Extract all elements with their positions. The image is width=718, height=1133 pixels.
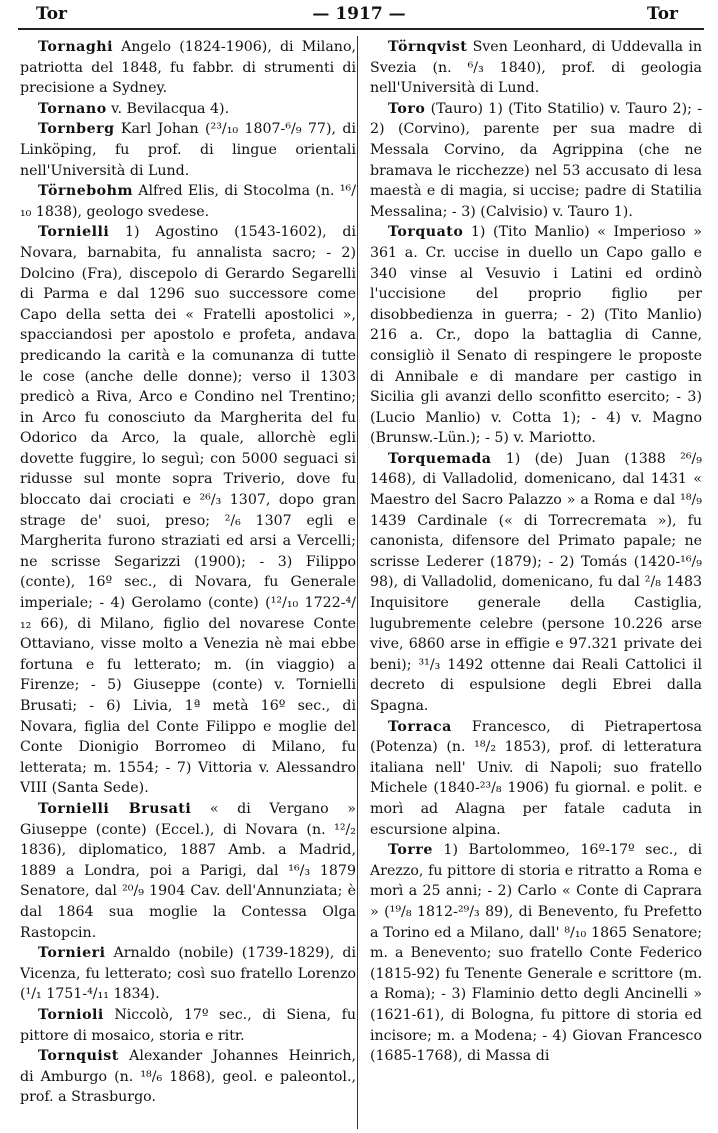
entry-text: 1) Bartolommeo, 16º-17º sec., di Arezzo, fu pittore di storia e ritratto a Roma e morì a 25 anni; - 2) Carlo « Conte di Caprara » (¹⁹/₈ 1812-²⁹/₃ 89), di Benevento, fu Prefetto a Torino ed a Milano, dall' ⁸/₁₀ 1865 Senatore; m. a Benevento; suo fratello Conte Federico (1815-92) fu Tenente Generale e scrittore (m. a Roma); - 3) Flaminio detto degli Ancinelli » (1621-61), di Bologna, fu pittore di storia ed incisore; m. a Modena; - 4) Giovan Francesco (1685-1768), di Massa di <box>370 842 702 1065</box>
entry-text: Sven Leonhard, di Uddevalla in Svezia (n. ⁶/₃ 1840), prof. di geologia nell'Università di Lund. <box>370 39 702 97</box>
header-rule <box>18 28 704 30</box>
page-number: — 1917 — <box>312 4 406 24</box>
entry-headword: Tornano <box>38 100 107 117</box>
dictionary-entry <box>370 37 702 99</box>
entry-headword: Tornielli Brusati <box>38 800 192 817</box>
dictionary-entry <box>20 943 356 1005</box>
entry-text: Alfred Elis, di Stocolma (n. ¹⁶/₁₀ 1838), geologo svedese. <box>20 183 356 220</box>
dictionary-entry <box>20 181 356 222</box>
entry-text: 1) (de) Juan (1388 ²⁶/₉ 1468), di Valladolid, domenicano, dal 1431 « Maestro del Sacro Palazzo » a Roma e dal ¹⁸/₉ 1439 Cardinale (« di Torrecremata »), fu canonista, difensore del Primato papale; ne scrisse Lederer (1879); - 2) Tomás (1420-¹⁶/₉ 98), di Valladolid, domenicano, fu dal ²/₈ 1483 Inquisitore generale della Castiglia, lugubremente celebre (persone 10.226 arse vive, 6860 arse in effigie e 97.321 private dei beni); ³¹/₃ 1492 ottenne dai Reali Cattolici il decreto di espulsione degli Ebrei dalla Spagna. <box>370 450 702 714</box>
entry-headword: Torraca <box>388 718 452 735</box>
entry-headword: Tornieri <box>38 945 106 962</box>
entry-text: Niccolò, 17º sec., di Siena, fu pittore di mosaico, storia e ritr. <box>20 1006 356 1044</box>
column-divider <box>357 36 358 1129</box>
entry-headword: Torre <box>388 842 433 859</box>
entry-text: 1) Agostino (1543-1602), di Novara, barnabita, fu annalista sacro; - 2) Dolcino (Fra), discepolo di Gerardo Segarelli di Parma e dal 1296 suo successore come Capo della setta dei « Fratelli apostolici », spacciandosi per apostolo e profeta, andava predicando la carità e la comunanza di tutte le cose (anche delle donne); verso il 1303 predicò a Riva, Arco e Condino nel Trentino; in Arco fu conosciuto da Margherita del fu Odorico da Arco, la quale, allorchè egli dovette fuggire, lo seguì; con 5000 seguaci si ridusse sul monte sopra Triverio, dove fu bloccato dai crociati e ²⁶/₃ 1307, dopo gran strage de' suoi, preso; ²/₆ 1307 egli e Margherita furono straziati ed arsi a Vercelli; ne scrisse Segarizzi (1900); - 3) Filippo (conte), 16º sec., di Novara, fu Generale imperiale; - 4) Gerolamo (conte) (¹²/₁₀ 1722-⁴/₁₂ 66), di Milano, figlio del novarese Conte Ottaviano, visse molto a Venezia nè mai ebbe fortuna e fu letterato; m. (in viaggio) a Firenze; - 5) Giuseppe (conte) v. Tornielli Brusati; - 6) Livia, 1ª metà 16º sec., di Novara, figlia del Conte Filippo e moglie del Conte Dionigio Borromeo di Milano, fu letterata; m. 1554; - 7) Vittoria v. Alessandro VIII (Santa Sede). <box>20 224 356 797</box>
left-column <box>20 37 356 1132</box>
entry-headword: Tornberg <box>38 121 115 138</box>
dictionary-entry <box>20 1046 356 1108</box>
entry-headword: Tornquist <box>38 1048 119 1065</box>
header-left-guide-word: Tor <box>36 4 67 24</box>
entry-headword: Toro <box>388 100 426 117</box>
entry-headword: Tornioli <box>38 1006 104 1023</box>
dictionary-entry <box>20 99 356 120</box>
entry-text: Karl Johan (²³/₁₀ 1807-⁶/₉ 77), di Linköping, fu prof. di lingue orientali nell'Università di Lund. <box>20 121 356 179</box>
dictionary-entry <box>20 1005 356 1046</box>
entry-text: « di Vergano » Giuseppe (conte) (Eccel.), di Novara (n. ¹²/₂ 1836), diplomatico, 1887 Amb. a Madrid, 1889 a Londra, poi a Parigi, dal ¹⁶/₃ 1879 Senatore, dal ²⁰/₉ 1904 Cav. dell'Annunziata; è dal 1864 sua moglie la Contessa Olga Rastopcin. <box>20 800 356 941</box>
entry-text: v. Bevilacqua 4). <box>106 100 230 117</box>
entry-text: Francesco, di Pietrapertosa (Potenza) (n. ¹⁸/₂ 1853), prof. di letteratura italiana nell' Univ. di Napoli; suo fratello Michele (1840-²³/₈ 1906) fu giornal. e polit. e morì ad Alagna per fatale caduta in escursione alpina. <box>370 718 702 838</box>
dictionary-entry <box>20 119 356 181</box>
entry-text: Arnaldo (nobile) (1739-1829), di Vicenza, fu letterato; così suo fratello Lorenzo (¹/₁ 1751-⁴/₁₁ 1834). <box>20 945 356 1003</box>
dictionary-entry <box>20 799 356 943</box>
dictionary-entry <box>370 99 702 223</box>
dictionary-entry <box>370 449 702 717</box>
entry-headword: Tornaghi <box>38 39 113 55</box>
entry-headword: Torquato <box>388 224 464 241</box>
entry-text: Angelo (1824-1906), di Milano, patriotta del 1848, fu fabbr. di strumenti di precisione a Sydney. <box>20 39 356 97</box>
page-header <box>18 4 700 26</box>
header-right-guide-word: Tor <box>647 4 678 24</box>
dictionary-entry <box>370 222 702 449</box>
entry-headword: Törnebohm <box>38 183 133 200</box>
dictionary-entry <box>20 222 356 799</box>
right-column <box>370 37 702 1132</box>
entry-text: 1) (Tito Manlio) « Imperioso » 361 a. Cr. uccise in duello un Capo gallo e 340 vinse al Vesuvio i Latini ed ordinò l'uccisione del proprio figlio per disobbedienza in guerra; - 2) (Tito Manlio) 216 a. Cr., dopo la battaglia di Canne, consigliò il Senato di respingere le proposte di Annibale e di mandare per castigo in Sicilia gli avanzi dello sconfitto esercito; - 3) (Lucio Manlio) v. Cotta 1); - 4) v. Magno (Brunsw.-Lün.); - 5) v. Mariotto. <box>370 224 702 447</box>
entry-text: (Tauro) 1) (Tito Statilio) v. Tauro 2); - 2) (Corvino), parente per sua madre di Messala Corvino, da Agrippina (che ne bramava le ricchezze) nel 53 accusato di lesa maestà e di magia, si uccise; padre di Statilia Messalina; - 3) (Calvisio) v. Tauro 1). <box>370 100 702 220</box>
dictionary-entry <box>370 717 702 841</box>
entry-headword: Törnqvist <box>388 39 468 55</box>
entry-text: Alexander Johannes Heinrich, di Amburgo (n. ¹⁸/₆ 1868), geol. e paleontol., prof. a Strasburgo. <box>20 1048 356 1106</box>
dictionary-entry <box>20 37 356 99</box>
dictionary-entry <box>370 840 702 1067</box>
entry-headword: Torquemada <box>388 450 492 467</box>
entry-headword: Tornielli <box>38 224 110 241</box>
